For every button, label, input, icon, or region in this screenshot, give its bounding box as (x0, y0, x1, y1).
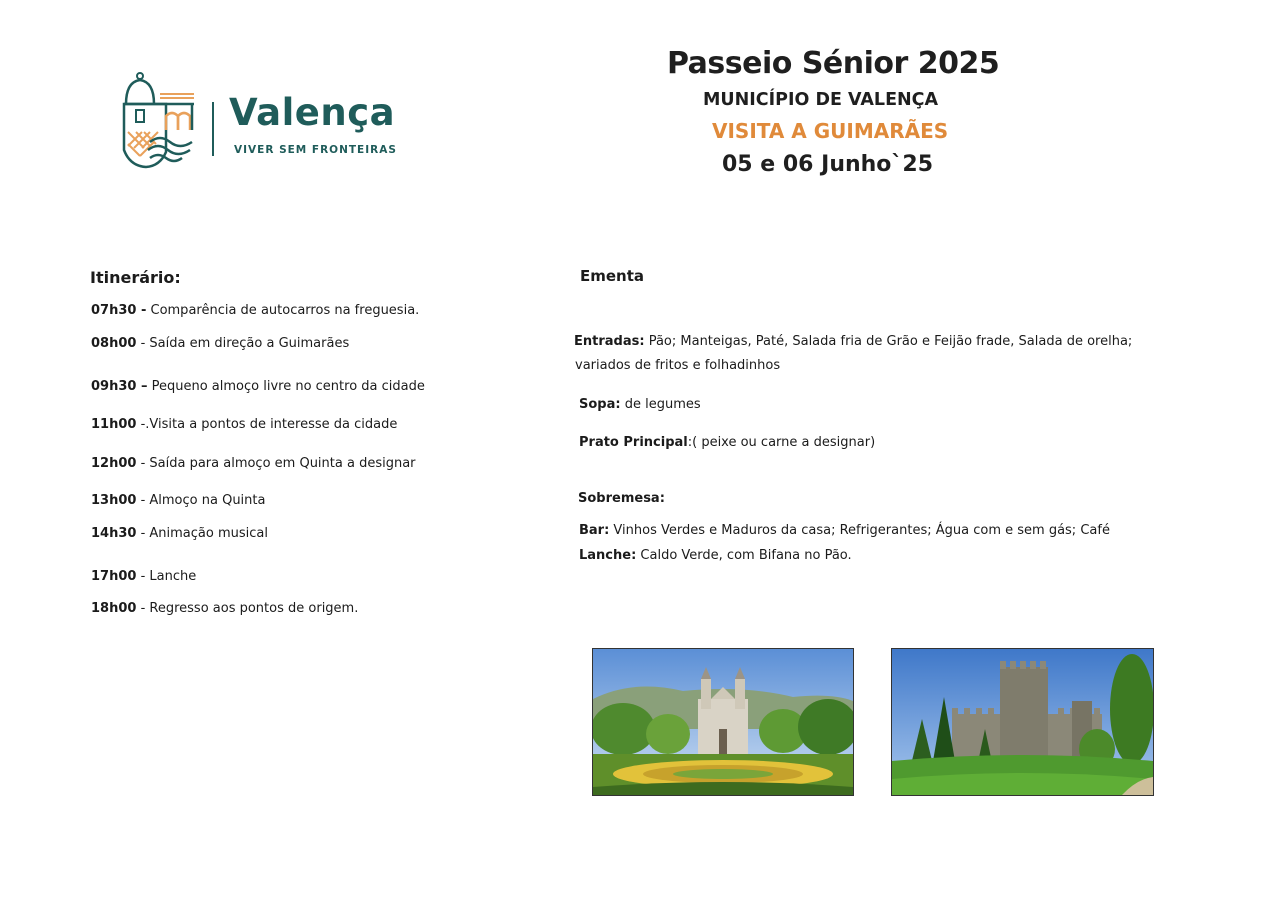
valenca-logo (120, 70, 420, 170)
itinerary-item (91, 336, 349, 351)
itinerary-text: Comparência de autocarros na freguesia. (146, 303, 420, 318)
menu-label: Sobremesa: (578, 491, 665, 506)
menu-bar (579, 523, 1110, 538)
menu-label: Bar: (579, 523, 610, 538)
menu-heading: Ementa (580, 267, 645, 285)
itinerary-text: Pequeno almoço livre no centro da cidade (147, 379, 425, 394)
page-title: Passeio Sénior 2025 (667, 46, 1000, 81)
itinerary-item (91, 569, 196, 584)
itinerary-item (91, 526, 268, 541)
menu-text: de legumes (620, 397, 701, 412)
itinerary-time: 14h30 (91, 526, 137, 541)
itinerary-heading: Itinerário: (90, 268, 181, 287)
menu-label: Entradas: (574, 334, 645, 349)
menu-text: Vinhos Verdes e Maduros da casa; Refrigerantes; Água com e sem gás; Café (609, 523, 1110, 538)
itinerary-time: 09h30 – (91, 379, 148, 394)
itinerary-text: - Saída em direção a Guimarães (136, 336, 350, 351)
logo-tower-icon (120, 70, 200, 170)
itinerary-time: 11h00 (91, 417, 137, 432)
itinerary-item (91, 417, 397, 432)
menu-label: Prato Principal (579, 435, 688, 450)
logo-divider (212, 102, 214, 156)
itinerary-time: 08h00 (91, 336, 137, 351)
menu-text: Pão; Manteigas, Paté, Salada fria de Grão e Feijão frade, Salada de orelha; (644, 334, 1133, 349)
itinerary-text: - Regresso aos pontos de origem. (136, 601, 359, 616)
itinerary-time: 18h00 (91, 601, 137, 616)
visit-destination: VISITA A GUIMARÃES (712, 119, 949, 143)
itinerary-item (91, 303, 419, 318)
menu-entradas-continued: variados de fritos e folhadinhos (575, 358, 781, 373)
menu-entradas (574, 334, 1132, 349)
church-garden-photo (592, 648, 854, 796)
itinerary-time: 17h00 (91, 569, 137, 584)
menu-text: :( peixe ou carne a designar) (687, 435, 876, 450)
menu-sobremesa (578, 491, 665, 506)
menu-sopa (579, 397, 701, 412)
logo-tagline: VIVER SEM FRONTEIRAS (234, 144, 397, 156)
itinerary-text: - Almoço na Quinta (136, 493, 266, 508)
menu-prato-principal (579, 435, 875, 450)
itinerary-text: - Animação musical (136, 526, 268, 541)
municipality-name: MUNICÍPIO DE VALENÇA (703, 90, 939, 110)
menu-label: Sopa: (579, 397, 621, 412)
itinerary-time: 07h30 - (91, 303, 147, 318)
castle-photo (891, 648, 1154, 796)
itinerary-item (91, 493, 265, 508)
itinerary-item (91, 601, 358, 616)
itinerary-item (91, 456, 416, 471)
menu-label: Lanche: (579, 548, 637, 563)
menu-lanche (579, 548, 852, 563)
itinerary-time: 12h00 (91, 456, 137, 471)
logo-name: Valença (229, 91, 396, 134)
itinerary-text: -.Visita a pontos de interesse da cidade (136, 417, 398, 432)
itinerary-item (91, 379, 425, 394)
event-dates: 05 e 06 Junho`25 (722, 152, 934, 177)
itinerary-text: - Saída para almoço em Quinta a designar (136, 456, 416, 471)
menu-text: Caldo Verde, com Bifana no Pão. (636, 548, 852, 563)
itinerary-time: 13h00 (91, 493, 137, 508)
itinerary-text: - Lanche (136, 569, 197, 584)
